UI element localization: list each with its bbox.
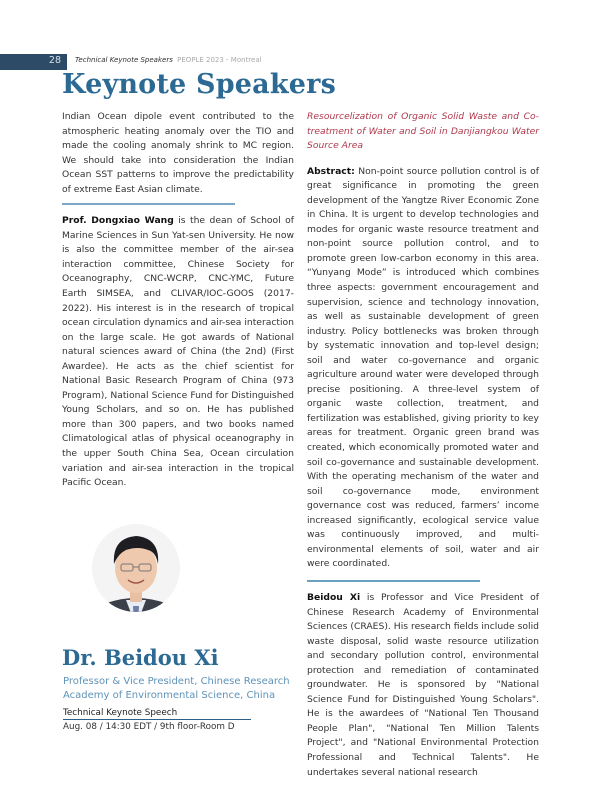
speaker-role: Professor & Vice President, Chinese Research Academy of Environmental Science, China <box>63 676 290 701</box>
header-section: Technical Keynote Speakers <box>75 56 173 64</box>
bio-text-xi: is Professor and Vice President of Chinese Research Academy of Environmental Sciences (CRAES). His research fields include solid waste disposal, solid waste resource utilization and secondary pollution control, environmental protection and remediation of contaminated groundwater. He is sponsored by "National Science Fund for Distinguished Young Scholars". He is the awardees of "National Ten Thousand People Plan", "National Ten Million Talents Project", and "National Environmental Protection Professional and Technical Talents". He undertakes several national research <box>307 591 539 778</box>
shirt <box>126 600 146 626</box>
intro-paragraph: Indian Ocean dipole event contributed to the atmospheric heating anomaly over the TIO and made the cooling anomaly shrink to MC region. We should take into consideration the Indian Ocean SST patterns to improve the predictability of extreme East Asian climate. <box>62 111 294 195</box>
bio-name-wang: Prof. Dongxiao Wang <box>62 215 174 227</box>
tie <box>133 606 139 626</box>
session-time: Aug. 08 / 14:30 EDT / 9th floor-Room D <box>63 722 235 732</box>
bio-paragraph-xi <box>307 591 539 780</box>
speaker-photo <box>60 508 180 628</box>
divider <box>307 580 480 582</box>
portrait-illustration <box>60 508 180 628</box>
left-column <box>62 110 294 491</box>
header-event: PEOPLE 2023 - Montreal <box>177 56 262 64</box>
page-number: 28 <box>48 55 61 66</box>
header-bar <box>0 54 67 70</box>
talk-title: Resourcelization of Organic Solid Waste and Co-treatment of Water and Soil in Danjiangkou Water Source Area <box>307 111 539 152</box>
abstract-text: Non-point source pollution control is of great significance in promoting the green development of the Yangtze River Economic Zone in China. It is urgent to develop technologies and modes for organic waste resource treatment and non-point source pollution control, and to promote green low-carbon economy in this area. “Yunyang Mode” is introduced which combines three aspects: government encouragement and supervision, science and technology innovation, as well as sustainable development of green industry. Policy bottlenecks was broken through by systematic innovation and top-level design; soil and water co-governance and organic agriculture around water were developed through precise positioning. A three-level system of organic waste collection, treatment, and fertilization was established, giving priority to key areas for treatment. Organic green brand was created, which economically promoted water and soil co-governance and sustainable development. With the operating mechanism of the water and soil co-governance mode, environment governance cost was reduced, farmers’ income increased significantly, ecological service value was continuously improved, and multi-environmental elements of soil, water and air were coordinated. <box>307 165 539 570</box>
page-title: Keynote Speakers <box>62 69 336 100</box>
right-column <box>307 110 539 780</box>
abstract-label: Abstract: <box>307 165 355 177</box>
abstract-paragraph <box>307 165 539 572</box>
running-header <box>75 56 262 64</box>
bio-text-wang: is the dean of School of Marine Sciences in Sun Yat-sen University. He now is also the committee member of the air-sea interaction committee, Chinese Society for Oceanography, CNC-WCRP, CNC-YMC, Future Earth SIMSEA, and CLIVAR/IOC-GOOS (2017- 2022). His interest is in the research of tropical ocean circulation dynamics and air-sea interaction on the large scale. He got awards of National natural sciences award of China (the 2nd) (First Awardee). He acts as the chief scientist for National Basic Research Program of China (973 Program), National Science Fund for Distinguished Young Scholars, and so on. He has published more than 300 papers, and two books named Climatological atlas of physical oceanography in the upper South China Sea, Ocean circulation variation and air-sea interaction in the tropical Pacific Ocean. <box>62 215 295 489</box>
speaker-name: Dr. Beidou Xi <box>62 645 219 670</box>
divider <box>62 203 235 205</box>
session-type: Technical Keynote Speech <box>63 708 251 720</box>
bio-name-xi: Beidou Xi <box>307 591 361 603</box>
bio-paragraph-wang <box>62 214 294 490</box>
